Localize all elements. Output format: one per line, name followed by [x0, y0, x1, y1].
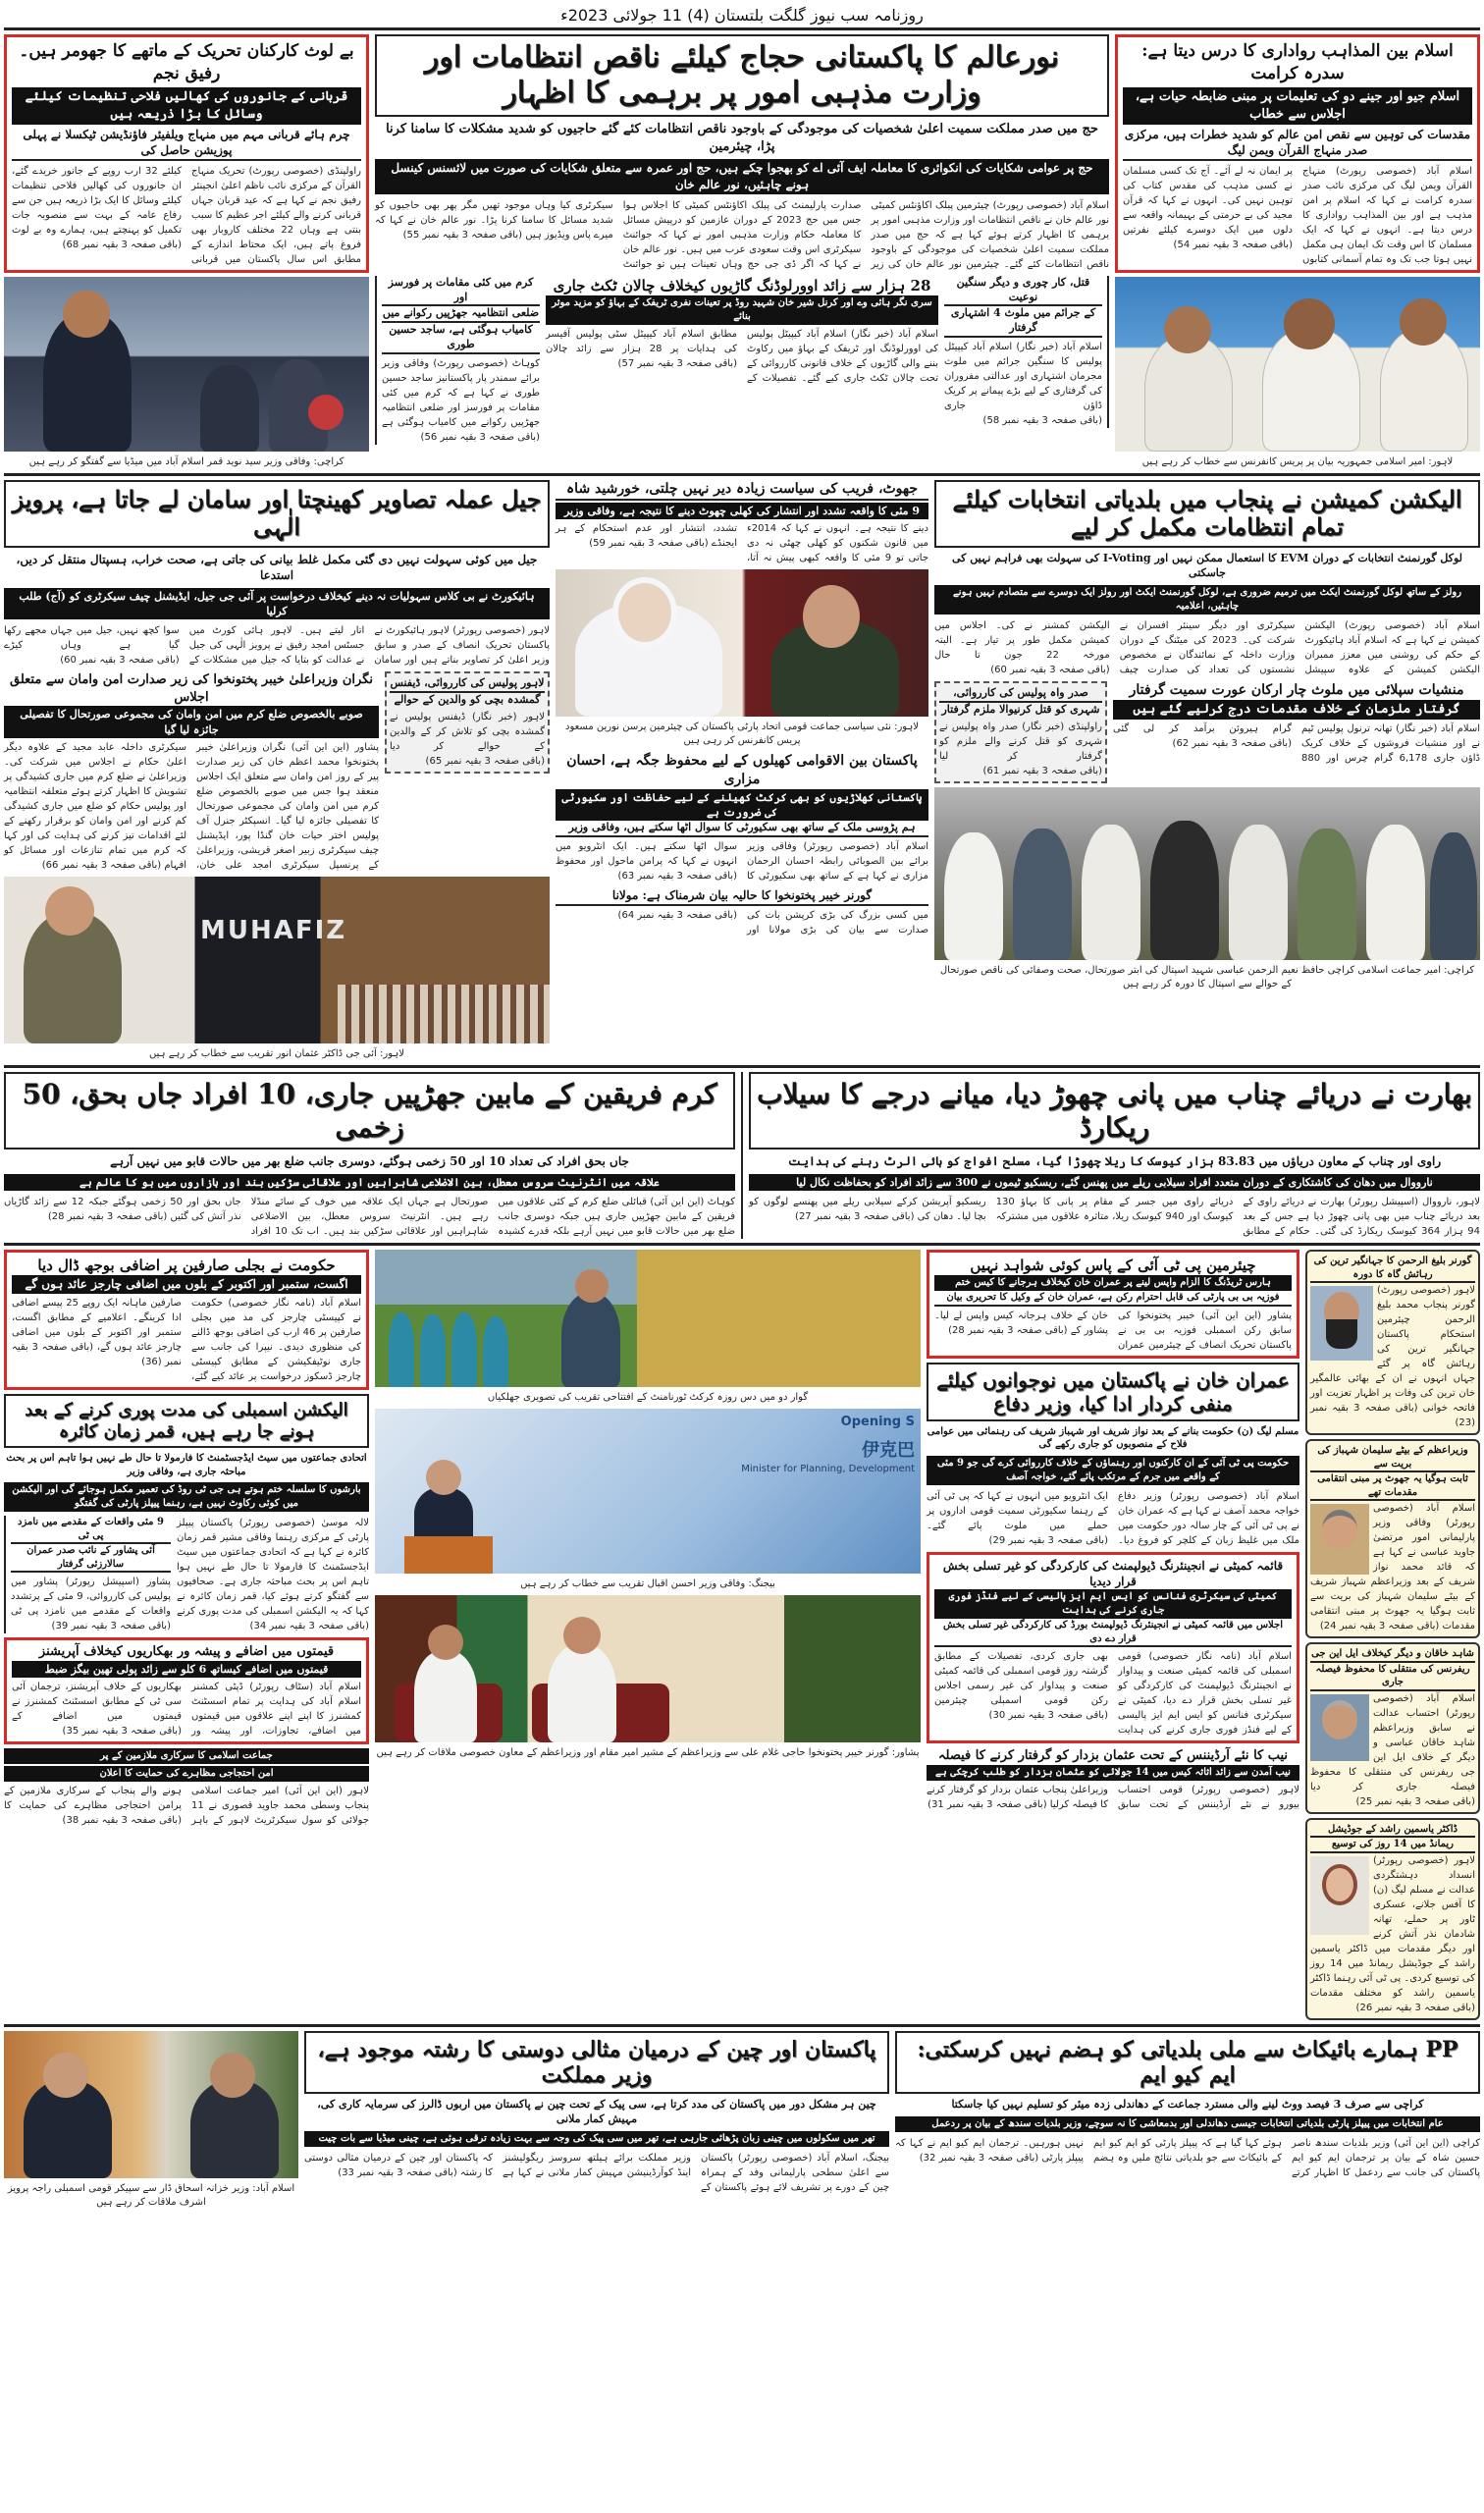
black-strap: اگست، ستمبر اور اکتوبر کے بلوں میں اضافی چارجز عائد ہوں گے: [12, 1275, 361, 1294]
headline: پاکستان بین الاقوامی کھیلوں کے لیے محفوظ جگہ ہے، احسان مزاری: [566, 752, 918, 787]
headline: 28 ہزار سے زائد اوورلوڈنگ گاڑیوں کیخلاف چالان ٹکٹ جاری: [553, 276, 931, 294]
headline-line: شاہد خاقان و دیگر کیخلاف ایل این جی: [1310, 1647, 1475, 1663]
story-body: اسلام آباد (خصوصی رپورٹر) وفاقی وزیر پارلیمانی امور مرتضیٰ جاوید عباسی نے کہا ہے کہ قائد محمد نواز شریف کے بعد وزیراعظم شہباز شریف کے بیٹے سلیمان شہباز کی بریت سے ثابت ہوگیا یہ جھوٹ پر مبنی انتقامی مقدمات (باقی صفحہ 3 بقیہ نمبر 24): [1310, 1503, 1475, 1632]
jump-line: (36): [141, 1357, 162, 1368]
story-jamaat-islami: [4, 1748, 369, 1828]
jump-line: (باقی صفحہ 3 بقیہ نمبر 61): [982, 765, 1102, 776]
underline-deck: مقدسات کی توہین سے نقص امن عالم کو شدید خطرات ہیں، مرکزی صدر منہاج القرآن ویمن لیگ: [1123, 127, 1472, 160]
black-strap: اسلام جیو اور جینے دو کی تعلیمات پر مبنی ضابطہ حیات ہے، اجلاس سے خطاب: [1123, 87, 1472, 125]
jump-line: (باقی صفحہ 3 بقیہ نمبر 56): [420, 431, 540, 443]
masthead-title: روزنامہ سب نیوز گلگت بلتستان: [714, 6, 924, 25]
story-kurram-clash: [4, 1072, 735, 1239]
column-left-top: [4, 34, 369, 469]
jump-line: (باقی صفحہ 3 بقیہ نمبر 28): [47, 1211, 168, 1223]
column-middle-top: [375, 34, 1109, 445]
photo-shahid-khaqan: [1310, 1694, 1369, 1761]
headline-line: ثابت ہوگیا یہ جھوٹ پر مبنی انتقامی مقدمات تھے: [1310, 1472, 1475, 1501]
story-body: دینے کا نتیجہ ہے۔ انہوں نے کہا کہ 2014ء میں قانون شکنوں کو کھلی چھٹی نہ دی جاتی تو 9 مئی کا واقعہ کبھی پیش نہ آتا، تشدد، انتشار اور عدم استحکام کے ہر ایجنڈے (باقی صفحہ 3 بقیہ نمبر 59): [556, 522, 929, 563]
page-number: (4): [687, 6, 710, 25]
lead-headline-haj: نورعالم کا پاکستانی حجاج کیلئے ناقص انتظامات اور وزارت مذہبی امور پر برہمی کا اظہار: [375, 34, 1109, 117]
headline: حکومت نے بجلی صارفین پر اضافی بوجھ ڈال دیا: [37, 1256, 336, 1275]
story-body: میں کسی بزرگ کی بڑی کرپشن بات کی صدارت سے بیان کی بڑی مولانا اور (باقی صفحہ 3 بقیہ نمبر 64): [617, 909, 928, 936]
underline-deck: ہم پڑوسی ملک کے ساتھ بھی سکیورٹی کا سوال اٹھا سکتے ہیں، وفاقی وزیر: [556, 821, 928, 837]
photo-press-conference: [4, 277, 369, 452]
black-strap: پاکستانی کھلاڑیوں کو بھی کرکٹ کھیلنے کے لیے حفاظت اور سکیورٹی کی ضرورت ہے: [556, 789, 928, 822]
row-assembly: [4, 1516, 369, 1633]
black-strap: ہارس ٹریڈنگ کا الزام واپس لینے پر عمران خان کیخلاف ہرجانے کا کیس ختم: [934, 1275, 1292, 1291]
caption-photo-top-left: کراچی: وفاقی وزیر سید نوید قمر اسلام آباد میں میڈیا سے گفتگو کر رہے ہیں: [28, 455, 344, 467]
photo-press-conference-pair: [556, 569, 928, 717]
subhead-kurram-clash: جاں بحق افراد کی تعداد 10 اور 50 زخمی ہوگئے، دوسری جانب ضلع بھر میں حالات قابو میں نہیں آرہے: [110, 1154, 629, 1169]
screen-title: Opening S: [840, 1415, 915, 1430]
caption-ahsan: بیجنگ: وفاقی وزیر احسن اقبال تقریب سے خطاب کر رہے ہیں: [520, 1578, 775, 1590]
story-governor-punjab: [1305, 1250, 1480, 1435]
black-strap: نیب آمدن سے زائد اثاثہ کیس میں 14 جولائی کو عثمان بزدار کو طلب کرچکی ہے: [927, 1765, 1299, 1781]
underline-deck: فوزیہ بی بی پارٹی کی قابل احترام رکن ہے، عمران خان کے وکیل کا تحریری بیان: [934, 1291, 1292, 1307]
black-strap: کمیٹی کی سیکرٹری فنانس کو ایس ایم ایز پالیسی کے لیے فنڈز فوری جاری کرنے کی ہدایت: [934, 1589, 1292, 1619]
row-bottom: [4, 2031, 1480, 2210]
masthead: [4, 4, 1480, 30]
headline: گورنر بلیغ الرحمن کا جہانگیر ترین کی رہائش گاہ کا دورہ: [1310, 1255, 1475, 1283]
headline-line: آئی پشاور کے نائب صدر عمران سالارزئی گرفتار: [11, 1544, 171, 1573]
story-pak-china: [304, 2031, 889, 2195]
headline: قیمتوں میں اضافے و پیشہ ور بھکاریوں کیخلاف آپریشنز: [38, 1644, 335, 1660]
story-body: اسلام آباد (خصوصی رپورٹ) منہاج القرآن ویمن لیگ کی مرکزی نائب صدر سدرہ کرامت نے کہا کہ اسلام پر امن مذہب ہے اور بین المذاہب رواداری کا درس دیتا ہے۔ انہوں نے کہا کہ ایک مسلمان کا اس وقت تک ایمان ہی مکمل نہیں ہوتا جب تک وہ تمام آسمانی کتابوں پر ایمان نہ لے آئے۔ آج تک کسی مسلمان نے کسی مذہب کی مقدس کتاب کی توہین نہیں کی۔ انہوں نے کہا کہ قرآن مجید کی بے حرمتی کے بہیمانہ واقعہ سے دلوں میں ایک دوسرے کیلئے نفرتیں (باقی صفحہ 3 بقیہ نمبر 54): [1123, 165, 1472, 265]
black-strap-pervaiz: ہائیکورٹ نے بی کلاس سہولیات نہ دینے کیخلاف درخواست پر آئی جی جیل، ایڈیشنل چیف سیکرٹری کو (آج) طلب کرلیا: [4, 588, 550, 620]
story-body-khawaja: اسلام آباد (خصوصی رپورٹر) وزیر دفاع خواجہ محمد آصف نے کہا ہے کہ عمران خان نے پی ٹی آئی کے چار سالہ دور حکومت میں ملک میں غلیظ زبان کے کلچر کو فروغ دیا۔ ایک انٹرویو میں انہوں نے کہا کہ پی ٹی آئی کے رہنما سکیورٹی سمیت قومی اداروں پر حملے میں ملوث پائے گئے۔ (باقی صفحہ 3 بقیہ نمبر 29): [927, 1490, 1299, 1546]
black-strap-china: تھر میں سکولوں میں چینی زبان پڑھائی جارہی ہے، تھر میں سی پیک کی وجہ سے بہت زیادہ ترقی ہوئی ہے، چینی میڈیا سے بات چیت: [304, 2131, 889, 2147]
story-body-assembly: لالہ موسیٰ (خصوصی رپورٹر) پاکستان پیپلز پارٹی کے مرکزی رہنما وفاقی مشیر قمر زمان کائرہ نے کہا ہے کہ اتحادی جماعتوں میں سیٹ ایڈجسٹمنٹ کا فارمولا تا حال طے نہیں ہوا تاہم اس پر بحث مباحثہ جاری ہے۔ صحافیوں سے گفتگو کرتے ہوئے کیا، قمر زمان کائرہ نے کہا کہ یہ الیکشن اسمبلی کی مدت پوری کرنے (باقی صفحہ 3 بقیہ نمبر 34): [177, 1518, 369, 1632]
black-strap: 9 مئی کا واقعہ تشدد اور انتشار کی کھلی چھوٹ دینے کا نتیجہ ہے، وفاقی وزیر: [556, 503, 928, 519]
story-body: اسلام آباد (خبر نگار) اسلام آباد کیپیٹل پولیس کا سنگین جرائم میں ملوث مجرمان اشتہاری اور عدالتی مفروران کی گرفتاری کے لیے بڑے پیمانے پر کریک ڈاؤن جاری (باقی صفحہ 3 بقیہ نمبر 58): [944, 342, 1102, 427]
caption-muhafiz: لاہور: آئی جی ڈاکٹر عثمان انور تقریب سے خطاب کر رہے ہیں: [149, 1048, 404, 1060]
headline-line: 9 مئی واقعات کے مقدمے میں نامزد پی ٹی: [11, 1516, 171, 1544]
black-strap-kurram-clash: علاقہ میں انٹرنیٹ سروس معطل، بین الاضلاعی شاہراہیں اور علاقائی سڑکیں بند اور بازاروں میں ہو کا عالم ہے: [4, 1174, 735, 1191]
screen-subtitle: Minister for Planning, Development: [741, 1464, 915, 1475]
story-flood: [749, 1072, 1480, 1239]
row-second: [4, 480, 1480, 1062]
caption-cricket: گوار دو میں دس روزہ کرکٹ ٹورنامنٹ کے افتتاحی تقریب کی تصویری جھلکیاں: [487, 1392, 809, 1404]
headline-line: قتل، کار چوری و دیگر سنگین نوعیت: [944, 276, 1102, 307]
caption-meeting: پشاور: گورنر خیبر پختونخوا حاجی غلام علی سے وزیراعظم کے مشیر امیر مقام اور وزیراعظم کے معاون خصوصی ملاقات کر رہے ہیں: [376, 1747, 920, 1759]
headline-pervaiz-elahi: جیل عملہ تصاویر کھینچتا اور سامان لے جاتا ہے، پرویز الٰہی: [4, 480, 550, 549]
headline-line: ڈاکٹر یاسمین راشد کے جوڈیشل: [1310, 1823, 1475, 1839]
black-strap: سری نگر ہائی وے اور کرنل شیر خان شہید روڈ پر تعینات نفری ٹریفک کے بہاؤ کو مزید موثر بنائے: [546, 295, 938, 325]
subhead-assembly: اتحادی جماعتوں میں سیٹ ایڈجسٹمنٹ کا فارمولا تا حال طے نہیں ہوا تاہم اس پر بحث مباحثہ جاری ہے، وفاقی وزیر: [6, 1453, 367, 1477]
story-body: پشاور (این این آئی) خیبر پختونخوا کی سابق رکن اسمبلی فوزیہ بی بی نے پاکستان تحریک انصاف کے چیئرمین عمران خان کے خلاف ہرجانہ کیس واپس لے لیا۔ پشاور کے (باقی صفحہ 3 بقیہ نمبر 28): [934, 1310, 1292, 1351]
column-cream-sidebar: [1305, 1250, 1480, 2020]
story-electricity-charges: [4, 1250, 369, 1390]
subhead-khawaja: مسلم لیگ (ن) حکومت بنانے کے بعد نواز شریف اور شہباز شریف کی رہنمائی میں عوامی فلاح کے منصوبوں کو جاری رکھے گی: [927, 1425, 1299, 1451]
column-divider: [741, 1072, 743, 1239]
story-body-china: بیجنگ، اسلام آباد (خصوصی رپورٹر) پاکستان سے اعلیٰ سطحی پارلیمانی وفد کے ہمراہ چین کے دورے پر تشریف لائے ہوئے پاکستان کے وزیر مملکت برائے ہیلتھ سروسز ریگولیشنز اینڈ کوآرڈینیشن مہیش کمار ملانی نے کہا ہے کہ پاکستان اور چین کے درمیان مثالی دوستی کا رشتہ (باقی صفحہ 3 بقیہ نمبر 33): [304, 2152, 889, 2193]
headline-line: لاہور پولیس کی کارروائی، ڈیفنس: [390, 676, 545, 693]
headline: چیئرمین پی ٹی آئی کے پاس کوئی شواہد نہیں: [970, 1256, 1256, 1275]
black-strap-khawaja: حکومت پی ٹی آئی کے ان کارکنوں اور رہنماؤں کے خلاف کارروائی کرے گی جو 9 مئی کے واقعے میں جرم کے مرتکب پائے گئے، خواجہ آصف: [927, 1456, 1299, 1485]
story-body-kurram-clash: کوہاٹ (این این آئی) قبائلی ضلع کرم کے کئی علاقوں میں فریقین کے مابین جھڑپیں جاری ہیں جبکہ دوسری جانب ضلع بھر میں حالات قابو میں نہیں آرہے بلکہ قدرے کشیدہ صورتحال ہے جہاں ایک علاقہ میں خوف کے سائے منڈلا رہے ہیں۔ انٹرنیٹ سروس معطل، بین الاضلاعی شاہراہیں اور علاقائی سڑکیں بند ہیں۔ اب تک 10 افراد جاں بحق اور 50 زخمی ہوگئے جبکہ 12 سے زائد گاڑیاں نذر آتش کی گئیں (باقی صفحہ 3 بقیہ نمبر 28): [4, 1197, 735, 1238]
lead-body: اسلام آباد (خصوصی رپورٹ) چیئرمین پبلک اکاؤنٹس کمیٹی نور عالم خان نے ناقص انتظامات اور وزارت مذہبی امور پر برہمی کا اظہار کرتے ہوئے کہا ہے کہ حج میں صدر مملکت سمیت اعلیٰ شخصیات کی موجودگی کے باوجود ناقص انتظامات کئے گئے۔ چیئرمین نور عالم خان کی زیر صدارت پارلیمنٹ کی پبلک اکاؤنٹس کمیٹی کا اجلاس ہوا جس میں حج 2023 کے دوران عازمین کو درپیش مسائل کا معاملہ حکام وزارت مذہبی امور نے کہا کہ جوائنٹ سیکرٹری اس وقت سعودی عرب میں ہیں۔ نور عالم خان نے کہا کہ اگر ڈی جی حج وہاں تعینات ہیں تو جوائنٹ سیکرٹری کیا وہاں موجود تھیں مگر پھر بھی حاجیوں کو شدید مسائل کا سامنا کرنا پڑا۔ نور عالم خان نے کہا کہ میرے پاس ویڈیوز ہیں (باقی صفحہ 3 بقیہ نمبر 55): [375, 199, 1109, 270]
story-body: لاہور (خصوصی رپورٹر) انسداد دہشتگردی عدالت نے مسلم لیگ (ن) کا آفس جلانے، عسکری ٹاور پر حملے، تھانہ شادمان نذر آتش کرنے اور دیگر مقدمات میں ڈاکٹر یاسمین راشد کے جوڈیشل ریمانڈ میں 14 روز کی توسیع کردی۔ پی ٹی آئی رہنما ڈاکٹر یاسمین راشد کو مختلف مقدمات (باقی صفحہ 3 بقیہ نمبر 26): [1310, 1854, 1475, 2013]
jump-line: (باقی صفحہ 3 بقیہ نمبر 60): [990, 664, 1110, 675]
jump-line: (باقی صفحہ 3 بقیہ نمبر 54): [1173, 239, 1293, 250]
jump-line: (باقی صفحہ 3 بقیہ نمبر 30): [988, 1710, 1108, 1722]
column-middle-second: [556, 480, 928, 937]
jump-line: (باقی صفحہ 3 بقیہ نمبر 26): [1355, 2002, 1475, 2013]
row-drugs: [934, 681, 1480, 783]
photo-murtaza-abbasi: [1310, 1504, 1369, 1575]
black-strap-election: رولز کے ساتھ لوکل گورنمنٹ ایکٹ میں ترمیم ضروری ہے، لوکل گورنمنٹ ایکٹ اور رولز ایک دوسرے سے متصادم نہیں ہونے چاہئیں، اعلامیہ: [934, 585, 1480, 615]
muhafiz-banner-text: MUHAFIZ: [200, 916, 347, 946]
jump-line: (باقی صفحہ 3 بقیہ نمبر 38): [62, 1815, 182, 1827]
headline: اسلام بین المذاہب رواداری کا درس دیتا ہے: سدرہ کرامت: [1141, 41, 1454, 83]
story-price-operations: [4, 1637, 369, 1744]
column-right-top: [1115, 34, 1480, 469]
column-left-second: [4, 480, 550, 1062]
headline: منشیات سپلائی میں ملوث چار ارکان عورت سمیت گرفتار: [1129, 681, 1464, 698]
headline-line: ریفرنس کی منتقلی کا محفوظ فیصلہ جاری: [1310, 1663, 1475, 1691]
story-ehsan-mazari: [556, 752, 928, 883]
story-challan: [546, 276, 938, 386]
photo-ig-muhafiz-ceremony: [4, 877, 550, 1043]
photo-ishaq-dar-meeting: [4, 2031, 298, 2178]
black-strap-flood: نارووال میں دھان کی کاشتکاری کے دوران متعدد افراد سیلابی ریلے میں پھنس گئے، ریسکیو ٹیموں نے 300 سے زائد افراد کو بحفاظت نکال لیا: [749, 1174, 1480, 1191]
jump-line: (باقی صفحہ 3 بقیہ نمبر 31): [928, 1798, 1047, 1810]
column-right-second: [934, 480, 1480, 991]
story-kp-caretaker-cm: [4, 671, 379, 873]
headline-election-punjab: الیکشن کمیشن نے پنجاب میں بلدیاتی انتخابات کیلئے تمام انتظامات مکمل کر لیے: [934, 480, 1480, 549]
lead-black-strap: حج پر عوامی شکایات کی انکوائری کا معاملہ ایف آئی اے کو بھجوا چکے ہیں، حج اور عمرہ سے متعلق شکایات کی صورت میں لائسنس کینسل ہونے چاہئیں، نور عالم خان: [375, 159, 1109, 194]
story-yasmin-rashid: [1305, 1818, 1480, 2020]
story-body: پشاور (این این آئی) نگران وزیراعلیٰ خیبر پختونخوا محمد اعظم خان کی زیر صدارت پیر کے روز امن وامان سے متعلق ایک اجلاس منعقد ہوا جس میں صوبے بالخصوص ضلع کرم میں امن وامان کی مجموعی صورتحال کا تفصیلی جائزہ لیا گیا۔ انسپکٹر جنرل آف پولیس اختر حیات خان گنڈا پور، ایڈیشنل چیف سیکرٹری زبیر اصغر قریشی، وزیراعلیٰ کے پرنسپل سیکرٹری امجد علی خان، سیکرٹری داخلہ عابد مجید کے علاوہ دیگر اعلیٰ حکام نے اجلاس میں شرکت کی۔ وزیراعلیٰ نے ضلع کرم میں جاری کشیدگی پر تشویش کا اظہار کرتے ہوئے متعلقہ انتظامیہ اور پولیس حکام کو ضلع میں جاری کشیدگی کم کرنے اور امن وامان کو برقرار رکھنے کے لئے اقدامات تیز کرنے کی ہدایت کی اور کہا کہ کرم میں تمام تنازعات اور مسائل کو افہام (باقی صفحہ 3 بقیہ نمبر 66): [4, 742, 379, 872]
story-kurram-forces: [375, 276, 540, 445]
jump-line: (باقی صفحہ 3 بقیہ نمبر 55): [402, 229, 523, 241]
row-kp-cm: [4, 671, 550, 873]
story-drug-supply-arrest: [1113, 681, 1480, 766]
story-body: اسلام آباد (نامہ نگار خصوصی) قومی اسمبلی کی قائمہ کمیٹی صنعت و پیداوار نے انجینئرنگ ڈیولپمنٹ کی کارکردگی کو غیر تسلی بخش قرار دے دیا، کمیٹی نے سیکرٹری فنانس کو ایس ایم ایز پالیسی کے لیے فنڈز فوری جاری کرنے کی ہدایت بھی جاری کردی، تفصیلات کے مطابق گزشتہ روز قومی اسمبلی کی قائمہ کمیٹی صنعت و پیداوار کی غیر رسمی اجلاس رکن قومی اسمبلی چیئرمین (باقی صفحہ 3 بقیہ نمبر 30): [934, 1651, 1292, 1737]
story-body: اسلام آباد (خصوصی رپورٹر) وفاقی وزیر برائے بین الصوبائی رابطہ احسان الرحمان مزاری نے کہا ہے کے ساتھ بھی سکیورٹی کا سوال اٹھا سکتے ہیں۔ ایک انٹرویو میں انہوں نے کہا کہ پرامن ماحول اور محفوظ (باقی صفحہ 3 بقیہ نمبر 63): [556, 841, 928, 882]
jump-line: (باقی صفحہ 3 بقیہ نمبر 62): [1172, 737, 1292, 749]
column-bottom-photo: [4, 2031, 298, 2210]
headline: بے لوث کارکنان تحریک کے ماتھے کا جھومر ہیں۔ رفیق نجم: [19, 41, 354, 83]
underline-deck: اجلاس میں قائمہ کمیٹی نے انجینئرنگ ڈیولپمنٹ بورڈ کی کارکردگی غیر تسلی بخش قرار دے دی: [934, 1619, 1292, 1647]
story-mqm: [895, 2031, 1480, 2181]
photo-cricket-tournament: [375, 1250, 921, 1387]
story-sadar-wah-police: [934, 681, 1107, 783]
divider: [4, 1243, 1480, 1246]
jump-line: (باقی صفحہ 3 بقیہ نمبر 60): [60, 655, 180, 667]
screen-chinese-name: 伊克巴: [862, 1440, 915, 1462]
story-sulaiman-shahbaz: [1305, 1439, 1480, 1638]
headline-line: گمشدہ بچی کو والدین کے حوالے: [394, 693, 541, 707]
masthead-date: 11 جولائی 2023ء: [560, 6, 683, 25]
jump-line: (باقی صفحہ 3 بقیہ نمبر 39): [51, 1621, 171, 1632]
headline-khawaja-asif: عمران خان نے پاکستان میں نوجوانوں کیلئے منفی کردار ادا کیا، وزیر دفاع: [927, 1363, 1299, 1421]
black-strap-assembly: بارشوں کا سلسلہ ختم ہوتے ہی جی ٹی روڈ کی تعمیر مکمل ہوجائے گی اور الیکشن میں کوئی رکاوٹ نہیں ہے، رہنما پیپلز پارٹی کی گفتگو: [4, 1482, 369, 1512]
underline-deck: چرم ہائے قربانی مہم میں منہاج ویلفیئر فاؤنڈیشن ٹیکسلا نے پہلی پوزیشن حاصل کی: [12, 127, 361, 160]
subhead-china: چین ہر مشکل دور میں پاکستان کی مدد کرتا ہے، سی پیک کے تحت چین نے پاکستان میں اربوں ڈالرز کی سرمایہ کاری کی، مہیش کمار ملانی: [317, 2098, 876, 2126]
jump-line: (باقی صفحہ 3 بقیہ نمبر 66): [41, 860, 162, 872]
headline-pak-china-friendship: پاکستان اور چین کے درمیان مثالی دوستی کا رشتہ موجود ہے، وزیر مملکت: [304, 2031, 889, 2095]
black-strap: قربانی کے جانوروں کی کھالیں فلاحی تنظیمات کیلئے وسائل کا بڑا ذریعہ ہیں: [12, 87, 361, 125]
story-standing-committee: [927, 1552, 1299, 1743]
black-strap: قیمتوں میں اضافے کیساتھ 6 کلو سے زائد پولی تھین بیگز ضبط: [12, 1661, 361, 1678]
headline-line: صدر واہ پولیس کی کارروائی،: [939, 686, 1102, 703]
photo-governor-meeting: [375, 1595, 921, 1742]
story-peshawar-arrest: [4, 1516, 171, 1633]
story-khursheed-shah: [556, 480, 928, 565]
headline-line: جماعت اسلامی کا سرکاری ملازمین کے پر: [4, 1748, 369, 1764]
story-body-flood: لاہور، نارووال (اسپیشل رپورٹر) بھارت نے دریائے راوی کے بعد دریائے چناب میں بھی پانی چھوڑ دیا ہے جس کے بعد 94 ہزار 364 کیوسک ریکارڈ کی گئی۔ حکام کے مطابق دریائے راوی میں جسر کے مقام پر پانی کا بہاؤ 130 کیوسک اور 940 کیوسک ریلا، متاثرہ علاقوں میں مشترکہ ریسکیو آپریشن کرکے سیلابی ریلے میں پھنسے لوگوں کو بچا لیا۔ دھان کی (باقی صفحہ 3 بقیہ نمبر 27): [749, 1197, 1480, 1238]
jump-line: (باقی صفحہ 3 بقیہ نمبر 63): [617, 871, 737, 882]
story-rafiq-najm: [4, 34, 369, 273]
jump-line: (باقی صفحہ 3 بقیہ نمبر 65): [425, 756, 545, 768]
story-body: لاہور (خصوصی رپورٹ) گورنر پنجاب محمد بلیغ الرحمن چیئرمین استحکام پاکستان جہانگیر ترین کی رہائش گاہ پر گئے جہاں انہوں نے ان کے بھائی عالمگیر خان ترین کی وفات پر اظہار تعزیت اور فاتحہ خوانی (باقی صفحہ 3 بقیہ نمبر (23): [1310, 1285, 1475, 1429]
headline-kurram-clash: کرم فریقین کے مابین جھڑپیں جاری، 10 افراد جاں بحق، 50 زخمی: [4, 1072, 735, 1150]
headline-line: ریمانڈ میں 14 روز کی توسیع: [1310, 1838, 1475, 1853]
jump-line: (باقی صفحہ 3 بقیہ نمبر 59): [589, 537, 709, 549]
story-body: اسلام آباد (سٹاف رپورٹر) ڈپٹی کمشنر اسلام آباد کی ہدایت پر تمام اسسٹنٹ کمشنرز کا اپنے اپنے علاقوں میں قیمتوں میں اضافے، تجاوزات، اور پیشہ ور بھکاریوں کے خلاف آپریشنز، ترجمان آئی سی ٹی کے مطابق اسسٹنٹ کمشنرز نے قیمتوں میں اضافے کے (باقی صفحہ 3 بقیہ نمبر 35): [12, 1682, 361, 1738]
story-lahore-police: [385, 671, 550, 774]
column-lower-center: [375, 1250, 921, 1760]
jump-line: (باقی صفحہ 3 بقیہ نمبر 68): [62, 239, 182, 250]
photo-governor-punjab: [1310, 1286, 1373, 1361]
black-strap-mqm: عام انتخابات میں پیپلز پارٹی بلدیاتی انتخابات جیسی دھاندلی اور بدمعاشی کا نہ سوچے، وزیر بلدیات سندھ کے بیان پر ردعمل: [895, 2116, 1480, 2132]
subhead-flood: راوی اور چناب کے معاون دریاؤں میں 83.83 ہزار کیوسک کا ریلا چھوڑا گیا، مسلح افواج کو ہائی الرٹ رہنے کی ہدایت: [787, 1154, 1442, 1169]
row-top: [4, 34, 1480, 469]
jump-line: (باقی صفحہ 3 بقیہ نمبر 29): [988, 1534, 1108, 1546]
caption-photo-top-right: لاہور: امیر اسلامی جمہوریہ بیان پر پریس کانفرنس سے خطاب کر رہے ہیں: [1141, 455, 1454, 467]
jump-line: (باقی صفحہ 3 بقیہ نمبر 35): [62, 1726, 182, 1738]
headline-line: ضلعی انتظامیہ جھڑپیں رکوانے میں: [382, 306, 540, 323]
story-body: لاہور (این این آئی) امیر جماعت اسلامی پنجاب وسطی محمد جاوید قصوری نے 11 جولائی کو سول سیکرٹریٹ لاہور کے باہر ہونے والے پنجاب کے سرکاری ملازمین کے پرامن احتجاجی مظاہرے کی حمایت کا (باقی صفحہ 3 بقیہ نمبر 38): [4, 1786, 369, 1827]
story-body: راولپنڈی (خبر نگار) صدر واہ پولیس نے شہری کو قتل کرنے والے ملزم کو گرفتار کر لیا (باقی صفحہ 3 بقیہ نمبر 61): [939, 721, 1102, 776]
jump-line: (باقی صفحہ 3 بقیہ نمبر 32): [919, 2153, 1039, 2165]
column-lower-left: [4, 1250, 369, 1828]
story-nab-usman-buzdar: [927, 1747, 1299, 1812]
row-middle-sub: [375, 276, 1109, 445]
headline: قائمہ کمیٹی نے انجینئرنگ ڈیولپمنٹ کی کارکردگی کو غیر تسلی بخش قرار دیدیا: [942, 1558, 1284, 1588]
photo-religious-leaders: [1115, 277, 1480, 452]
headline: جھوٹ، فریب کی سیاست زیادہ دیر نہیں چلتی، خورشید شاہ: [556, 480, 928, 501]
story-body: کوہاٹ (خصوصی رپورٹ) وفاقی وزیر برائے سمندر پار پاکستانیز ساجد حسین طوری نے کہا ہے کہ کرم میں کئی مقامات پر فورسز اور ضلعی انتظامیہ جھڑپیں رکوانے میں کامیاب ہوگئی ہے (باقی صفحہ 3 بقیہ نمبر 56): [382, 357, 540, 443]
story-body-election: اسلام آباد (خصوصی رپورٹ) الیکشن کمیشن نے کہا ہے کہ اسلام آباد ہائیکورٹ کے حکم کی روشنی میں معزز ممبران الیکشن کمیشن کے علاوہ سپیشل سیکرٹری اور دیگر سینئر افسران نے شرکت کی۔ 2023 کی میٹنگ کے دوران وزارت داخلہ کے نمائندگان نے مخصوص نشستوں کی تعداد کی صدارت چیف الیکشن کمشنر نے کی۔ اجلاس میں کمیشن مکمل طور پر تیار ہے۔ البتہ مورخہ 22 جون تا حال (باقی صفحہ 3 بقیہ نمبر 60): [934, 619, 1480, 675]
black-strap: گرفتار ملزمان کے خلاف مقدمات درج کرلیے گئے ہیں: [1113, 700, 1480, 720]
headline: گورنر خیبر پختونخوا کا حالیہ بیان شرمناک ہے: مولانا: [556, 887, 928, 905]
headline-line: کے جرائم میں ملوث 4 اشتہاری گرفتار: [944, 306, 1102, 338]
caption-bottom-left: اسلام آباد: وزیر خزانہ اسحاق ڈار سے سپیکر قومی اسمبلی راجہ پرویز اشرف ملاقات کر رہے ہیں: [7, 2182, 295, 2208]
story-body-mqm: کراچی (این این آئی) وزیر بلدیات سندھ ناصر حسین شاہ کے بیان پر ترجمان ایم کیو ایم پاکستان کی جانب سے ردعمل کا اظہار کرتے ہوئے کہا گیا ہے کہ پیپلز پارٹی کو ایم کیو ایم کے بائیکاٹ سے جو بلدیاتی نتائج ملیں وہ ہضم نہیں ہورہیں۔ ترجمان ایم کیو ایم نے کہا کہ پیپلز پارٹی (باقی صفحہ 3 بقیہ نمبر 32): [895, 2138, 1480, 2179]
photo-ahsan-iqbal-beijing: [375, 1409, 921, 1574]
story-body: لاہور (خبر نگار) ڈیفنس پولیس نے گمشدہ بچی کو تلاش کر کے والدین کے حوالے کر دیا (باقی صفحہ 3 بقیہ نمبر 65): [390, 712, 545, 768]
jump-line: (باقی صفحہ 3 بقیہ نمبر 25): [1355, 1795, 1475, 1807]
story-four-proclaimed-offenders: [944, 276, 1109, 428]
story-body: لاہور (خصوصی رپورٹر) قومی احتساب بیورو نے نئے آرڈیننس کے تحت سابق وزیراعلیٰ پنجاب عثمان بزدار کو گرفتار کرنے کا فیصلہ کرلیا (باقی صفحہ 3 بقیہ نمبر 31): [927, 1784, 1299, 1810]
photo-hospital-visit-crowd: [934, 787, 1480, 960]
headline-line: کرم میں کئی مقامات پر فورسز اور: [382, 276, 540, 307]
jump-line: (باقی صفحہ 3 بقیہ نمبر 57): [617, 357, 737, 369]
jump-line: (باقی صفحہ 3 بقیہ نمبر 24): [1319, 1621, 1440, 1632]
caption-center-photo: لاہور: نئی سیاسی جماعت قومی اتحاد پارٹی پاکستان کی چیئرمین پرسن نورین مسعود پریس کانفرنس کر رہی ہیں: [564, 721, 919, 746]
story-body: راولپنڈی (خصوصی رپورٹ) تحریک منہاج القرآن کے مرکزی نائب ناظم اعلیٰ انجینئر رفیق نجم نے کہا ہے کہ عید قربان جہاں قربانی کرنے والے کیلئے اجر عظیم کا سبب بنتی ہے وہاں 22 مختلف کاروبار بھی فروغ پاتے ہیں، ایک محتاط اندازے کے مطابق اس سال پاکستان میں قربانی کیلئے 32 ارب روپے کے جانور خریدے گئے، ان جانوروں کی کھالیں فلاحی تنظیمات کیلئے وسائل کا ایک بڑا ذریعہ ہیں جن سے رفاع عامہ کے بہت سے منصوبہ جات تکمیل کو پہنچتے ہیں، ہمارے وہ بے لوث (باقی صفحہ 3 بقیہ نمبر 68): [12, 165, 361, 265]
story-body: اسلام آباد (خصوصی رپورٹر) احتساب عدالت نے سابق وزیراعظم شاہد خاقان عباسی و دیگر کے خلاف ایل این جی ریفرنس کی منتقلی کا محفوظ فیصلہ جاری کر دیا (باقی صفحہ 3 بقیہ نمبر 25): [1310, 1692, 1475, 1807]
jump-line: (باقی صفحہ 3 بقیہ نمبر 34): [249, 1621, 369, 1632]
headline: نگران وزیراعلیٰ خیبر پختونخوا کی زیر صدارت امن وامان سے متعلق اجلاس: [9, 672, 373, 705]
jump-line: (باقی صفحہ 3 بقیہ نمبر 27): [795, 1211, 915, 1223]
headline-line: کامیاب ہوگئی ہے، ساجد حسین طوری: [382, 323, 540, 354]
row-lower: [4, 1250, 1480, 2020]
divider: [4, 473, 1480, 476]
story-sidra-karamat: [1115, 34, 1480, 273]
story-governor-kp: [556, 887, 928, 936]
divider: [4, 1065, 1480, 1068]
story-body: اسلام آباد (نامہ نگار خصوصی) حکومت نے کپیسٹی چارجز کی مد میں بجلی صارفین پر 46 ارب کی اضافی بوجھ ڈالنے کی منظوری دیدی۔ نیپرا کی جانب سے جاری نوٹیفکیشن کے مطابق کپیسٹی چارجز ڈسکوز درخواست پر عائد کیے گئے، صارفین ماہانہ ایک روپے 25 پیسے اضافی ادا کرینگے۔ اعلامیے کے مطابق اگست، ستمبر اور اکتوبر کے بلوں میں اضافی چارجز عائد ہوں گے، (باقی صفحہ 3 بقیہ نمبر (36): [12, 1298, 362, 1383]
headline-line: وزیراعظم کے بیٹے سلیمان شہباز کی بریت سے: [1310, 1444, 1475, 1472]
caption-crowd: کراچی: امیر جماعت اسلامی کراچی حافظ نعیم الرحمن عباسی شہید اسپتال کی ابتر صورتحال، صحت وصفائی کی ناقص صورتحال کے حوالے سے اسپتال کا دورہ کر رہے ہیں: [939, 964, 1475, 989]
jump-line: (باقی صفحہ 3 بقیہ نمبر 33): [338, 2166, 457, 2178]
jump-line: (23): [1455, 1417, 1475, 1429]
story-body-pervaiz: لاہور (خصوصی رپورٹر) لاہور ہائیکورٹ نے پاکستان تحریک انصاف کے صدر و سابق وزیر اعلیٰ کر تصاویر بناتے ہیں اور سامان اتار لیتے ہیں۔ لاہور ہائی کورٹ میں جسٹس امجد رفیق نے پرویز الٰہی کی جیل نے عدالت کو بتایا کہ جیل میں مشکلات کے سوا کچھ نہیں، جیل میں جہاں مجھے رکھا گیا ہے وہاں کیڑے (باقی صفحہ 3 بقیہ نمبر 60): [4, 625, 550, 667]
row-third: [4, 1072, 1480, 1239]
jump-line: (باقی صفحہ 3 بقیہ نمبر 28): [948, 1324, 1068, 1336]
story-shahid-khaqan: [1305, 1642, 1480, 1814]
headline-line: شہری کو قتل کرنیوالا ملزم گرفتار: [941, 702, 1100, 716]
story-body: پشاور (اسپیشل رپورٹر) پشاور میں پولیس کی کارروائی، 9 مئی کے پرتشدد واقعات کے مقدمے میں نامزد پی ٹی (باقی صفحہ 3 بقیہ نمبر 39): [11, 1577, 171, 1632]
lead-subhead: حج میں صدر مملکت سمیت اعلیٰ شخصیات کی موجودگی کے باوجود ناقص انتظامات کئے گئے حاجیوں کو شدید مشکلات کا سامنا کرنا پڑا، چیئرمین: [386, 122, 1098, 154]
headline-line: امن احتجاجی مظاہرے کی حمایت کا اعلان: [4, 1766, 369, 1782]
photo-yasmin-rashid: [1310, 1856, 1369, 1935]
headline: نیب کا نئے آرڈیننس کے تحت عثمان بزدار کو گرفتار کرنے کا فیصلہ: [937, 1748, 1289, 1764]
jump-line: (باقی صفحہ 3 بقیہ نمبر 58): [982, 415, 1102, 427]
story-body: اسلام آباد (خبر نگار) تھانہ ترنول پولیس ٹیم نے اور منشیات فروشوں کے خلاف کریک ڈاؤن جاری 6,178 گرام چرس اور 880 گرام ہیروئن برآمد کر لی گئی (باقی صفحہ 3 بقیہ نمبر 62): [1113, 722, 1480, 764]
headline-flood: بھارت نے دریائے چناب میں پانی چھوڑ دیا، میانے درجے کا سیلاب ریکارڈ: [749, 1072, 1480, 1150]
subhead-election: لوکل گورنمنٹ انتخابات کے دوران EVM کا استعمال ممکن نہیں اور I-Voting کی سہولت بھی فراہم نہیں کی جاسکتی: [951, 552, 1463, 580]
subhead-pervaiz: جیل میں کوئی سہولت نہیں دی گئی مکمل غلط بیانی کی جاتی ہے، صحت خراب، ہسپتال منتقل کر دیں، استدعا: [16, 553, 538, 583]
column-lower-right: [927, 1250, 1299, 1812]
subhead-mqm: کراچی سے صرف 3 فیصد ووٹ لینے والی مسترد جماعت کے دھاندلی زدہ میئر کو تسلیم نہیں کیا جاسکتا: [951, 2098, 1424, 2112]
divider: [4, 2024, 1480, 2027]
headline-assembly-term: الیکشن اسمبلی کی مدت پوری کرنے کے بعد ہونے جا رہے ہیں، قمر زمان کائرہ: [4, 1394, 369, 1448]
jump-line: (باقی صفحہ 3 بقیہ نمبر 64): [617, 909, 737, 921]
headline-mqm: PP ہمارے بائیکاٹ سے ملی بلدیاتی کو ہضم نہیں کرسکتی: ایم کیو ایم: [895, 2031, 1480, 2095]
black-strap: صوبے بالخصوص ضلع کرم میں امن وامان کی مجموعی صورتحال کا تفصیلی جائزہ لیا گیا: [4, 706, 379, 738]
story-pti-chairman-case: [927, 1250, 1299, 1359]
story-body: اسلام آباد (خبر نگار) اسلام آباد کیپیٹل پولیس کی اوورلوڈنگ اور ٹریفک کے بہاؤ میں رکاوٹ بننے والی گاڑیوں کے خلاف قانونی کارروائی کے تحت چالان ٹکٹ جاری کیے گئے۔ تفصیلات کے مطابق اسلام آباد کیپیٹل سٹی پولیس آفیسر کی ہدایات پر 28 ہزار سے زائد چالان (باقی صفحہ 3 بقیہ نمبر 57): [546, 328, 938, 384]
